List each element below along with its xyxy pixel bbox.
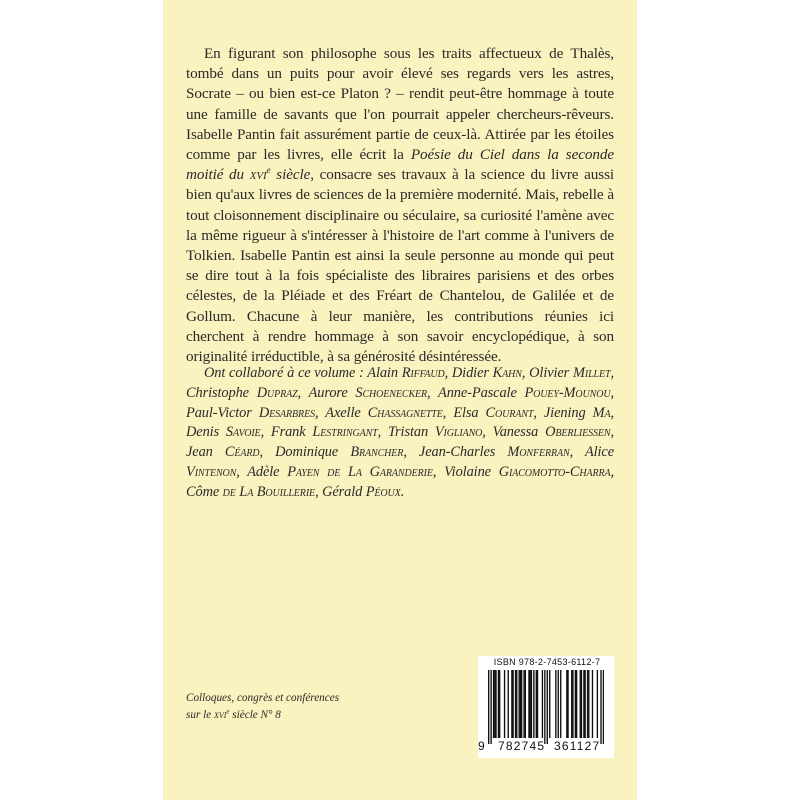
contributor-last-name: Péoux: [365, 483, 401, 500]
barcode-bar: [581, 670, 582, 738]
series-info: [186, 690, 386, 724]
barcode-bar: [588, 670, 589, 738]
series-number: sur le xvi$^e$ siècle N° 8: [186, 707, 281, 721]
contributor-first-name: Alice: [584, 444, 614, 461]
barcode-bar: [515, 670, 516, 738]
barcode-bar: [530, 670, 531, 738]
barcode-bar: [597, 670, 598, 738]
barcode-bar: [583, 670, 584, 738]
contributor-first-name: Jean: [186, 444, 225, 461]
contributor-name: [438, 385, 610, 401]
contributor-first-name: Alain: [367, 365, 402, 381]
contributor-last-name: Riffaud: [401, 365, 445, 381]
barcode-bar: [512, 670, 513, 738]
contributor-name: [419, 444, 570, 460]
contributor-first-name: Axelle: [325, 404, 368, 421]
barcode-bar: [528, 670, 529, 738]
contributor-name: [309, 385, 427, 401]
barcode-bar: [508, 670, 509, 738]
contributor-last-name: Vigliano: [434, 424, 483, 441]
barcode-bar: [567, 670, 568, 738]
contributor-name: [367, 365, 444, 381]
contributor-last-name: Savoie: [225, 424, 261, 441]
contributor-first-name: Frank: [270, 424, 313, 441]
blurb-paragraph: [186, 44, 614, 367]
contributor-last-name: Brancher: [350, 444, 404, 461]
contributor-last-name: Lestringant: [312, 424, 378, 441]
barcode-bar: [490, 670, 491, 744]
barcode-bar: [558, 670, 559, 738]
barcode-bar: [504, 670, 505, 738]
barcode-bar: [603, 670, 604, 744]
contributor-last-name: Oberliessen: [545, 424, 611, 441]
contributor-first-name: Côme: [186, 483, 223, 500]
barcode-bar: [571, 670, 572, 738]
ean-left-group: 782745: [498, 739, 546, 753]
barcode-bar: [533, 670, 534, 738]
barcode-bar: [494, 670, 495, 738]
barcode-bar: [575, 670, 576, 738]
contributor-first-name: Didier: [451, 365, 493, 381]
barcode-bar: [523, 670, 524, 738]
barcode-bar: [544, 670, 545, 744]
contributor-first-name: Tristan: [387, 424, 435, 441]
contributor-last-name: Monferran: [507, 444, 570, 461]
barcode-bar: [536, 670, 537, 738]
contributor-name: [186, 444, 260, 460]
barcode-bar: [488, 670, 489, 744]
contributor-name: [529, 365, 610, 381]
contributor-first-name: Elsa: [453, 404, 486, 421]
barcode-bar: [516, 670, 517, 738]
contributor-last-name: Giacomotto-Charra: [498, 463, 611, 480]
contributor-last-name: Kahn: [492, 365, 522, 381]
contributor-name: [275, 444, 403, 460]
isbn-label: ISBN 978-2-7453-6112-7: [493, 657, 601, 667]
blurb-text-part-1: En figurant son philosophe sous les traits affectueux de Thalès, tombé dans un puits pour avoir élevé ses regards vers les astres, Socrate – ou bien est-ce Platon ? – rendit peut-être hommage à toute une famille de savants que l'on pourrait appeler chercheurs-rêveurs. Isabelle Pantin fait assurément partie de ceux-là. Attirée par les étoiles comme par les livres, elle écrit la: [186, 45, 614, 164]
contributor-last-name: Desarbres: [258, 404, 315, 421]
barcode-bar: [520, 670, 521, 738]
contributor-first-name: Olivier: [529, 365, 573, 381]
barcode-bar: [519, 670, 520, 738]
contributor-first-name: Aurore: [308, 384, 356, 401]
contributor-first-name: Paul-Victor: [186, 404, 259, 421]
ean-right-group: 361127: [554, 739, 601, 753]
contributor-last-name: Chassagnette: [367, 404, 443, 421]
barcode-bar: [531, 670, 532, 738]
contributor-last-name: Schoenecker: [355, 384, 428, 401]
blurb-text-part-2: , consacre ses travaux à la science du livre aussi bien qu'aux livres de sciences de la première modernité. Mais, rebelle à tout cloisonnement disciplinaire ou séculaire, sa curiosité l'amène avec la même rigueur à s'intéresser à l'histoire de l'art comme à l'univers de Tolkien. Isabelle Pantin est ainsi la seule personne au monde qui peut se dire tout à la fois spécialiste des libraires parisiens et des orbes célestes, de la Pléiade et des Fréart de Chantelou, de Galilée et de Gollum. Chacune à leur manière, les contributions réunies ici cherchent à rendre hommage à son savoir encyclopédique, à son originalité irréductible, à sa générosité désintéressée.: [186, 166, 615, 366]
contributor-first-name: Adèle: [247, 463, 288, 480]
barcode-bar: [493, 670, 494, 738]
contributor-first-name: Jean-Charles: [418, 444, 508, 461]
barcode-bar: [600, 670, 601, 744]
contributor-first-name: Violaine: [444, 463, 499, 480]
contributor-name: [325, 405, 442, 421]
contributor-last-name: Céard: [224, 444, 260, 461]
contributor-last-name: Dupraz: [256, 384, 298, 401]
ean-first-digit: 9: [478, 739, 485, 753]
contributors-list: Alain Riffaud, Didier Kahn, Olivier Millet, Christophe Dupraz, Aurore Schoenecker, Anne-Pascale Pouey-Mounou, Paul-Victor Desarbres, Axelle Chassagnette, Elsa Courant, Jiening Ma, Denis Savoie, Frank Lestringant, Tristan Vigliano, Vanessa Oberliessen, Jean Céard, Dominique Brancher, Jean-Charles Monferran, Alice Vintenon, Adèle Payen de La Garanderie, Violaine Giacomotto-Charra, Côme de La Bouillerie, Gérald Péoux.: [186, 365, 614, 500]
barcode-bar: [547, 670, 548, 744]
contributor-last-name: Ma: [592, 404, 611, 421]
book-title: Poésie du Ciel dans la seconde moitié du xvi$^e$ siècle: [186, 146, 615, 184]
contributor-name: [493, 424, 611, 440]
contributor-name: [444, 464, 610, 480]
contributor-last-name: Courant: [485, 404, 534, 421]
barcode-bar: [587, 670, 588, 738]
barcode-bar: [584, 670, 585, 738]
contributor-name: [186, 405, 315, 421]
contributor-last-name: Millet: [572, 365, 611, 381]
contributor-first-name: Gérald: [322, 483, 366, 500]
contributor-name: [453, 405, 533, 421]
barcode-bar: [498, 670, 499, 738]
contributor-name: [186, 424, 261, 440]
barcode-bar: [521, 670, 522, 738]
contributor-last-name: Vintenon: [186, 463, 237, 480]
barcode-bar: [576, 670, 577, 738]
contributor-name: [271, 424, 378, 440]
barcode-bar: [495, 670, 496, 738]
contributor-name: [452, 365, 522, 381]
contributor-last-name: de La Bouillerie: [222, 483, 316, 500]
barcode-bar: [511, 670, 512, 738]
barcode-bar: [572, 670, 573, 738]
contributor-first-name: Anne-Pascale: [438, 384, 525, 401]
barcode-bar: [549, 670, 550, 738]
barcode-bar: [555, 670, 556, 738]
contributors-paragraph: [186, 364, 614, 503]
contributor-first-name: Dominique: [275, 444, 351, 461]
contributor-name: [247, 464, 433, 480]
contributor-name: [186, 385, 298, 401]
contributor-last-name: Payen de La Garanderie: [287, 463, 433, 480]
contributor-first-name: Vanessa: [492, 424, 546, 441]
barcode-bar: [525, 670, 526, 738]
contributor-first-name: Denis: [186, 424, 226, 441]
isbn-barcode: [478, 656, 614, 758]
contributor-first-name: Jiening: [543, 404, 593, 421]
contributor-first-name: Christophe: [186, 384, 257, 401]
contributors-intro: Ont collaboré à ce volume :: [204, 365, 368, 381]
barcode-bar: [542, 670, 543, 738]
contributor-name: [388, 424, 482, 440]
series-name: Colloques, congrès et conférences: [186, 692, 340, 704]
barcode-bars: [488, 670, 604, 744]
barcode-bar: [499, 670, 500, 738]
barcode-bar: [566, 670, 567, 738]
contributor-name: [544, 405, 611, 421]
barcode-bar: [537, 670, 538, 738]
contributor-name: [186, 484, 315, 500]
barcode-bar: [592, 670, 593, 738]
contributor-name: [322, 484, 401, 500]
barcode-bar: [580, 670, 581, 738]
barcode-bar: [560, 670, 561, 738]
contributor-last-name: Pouey-Mounou: [524, 384, 611, 401]
